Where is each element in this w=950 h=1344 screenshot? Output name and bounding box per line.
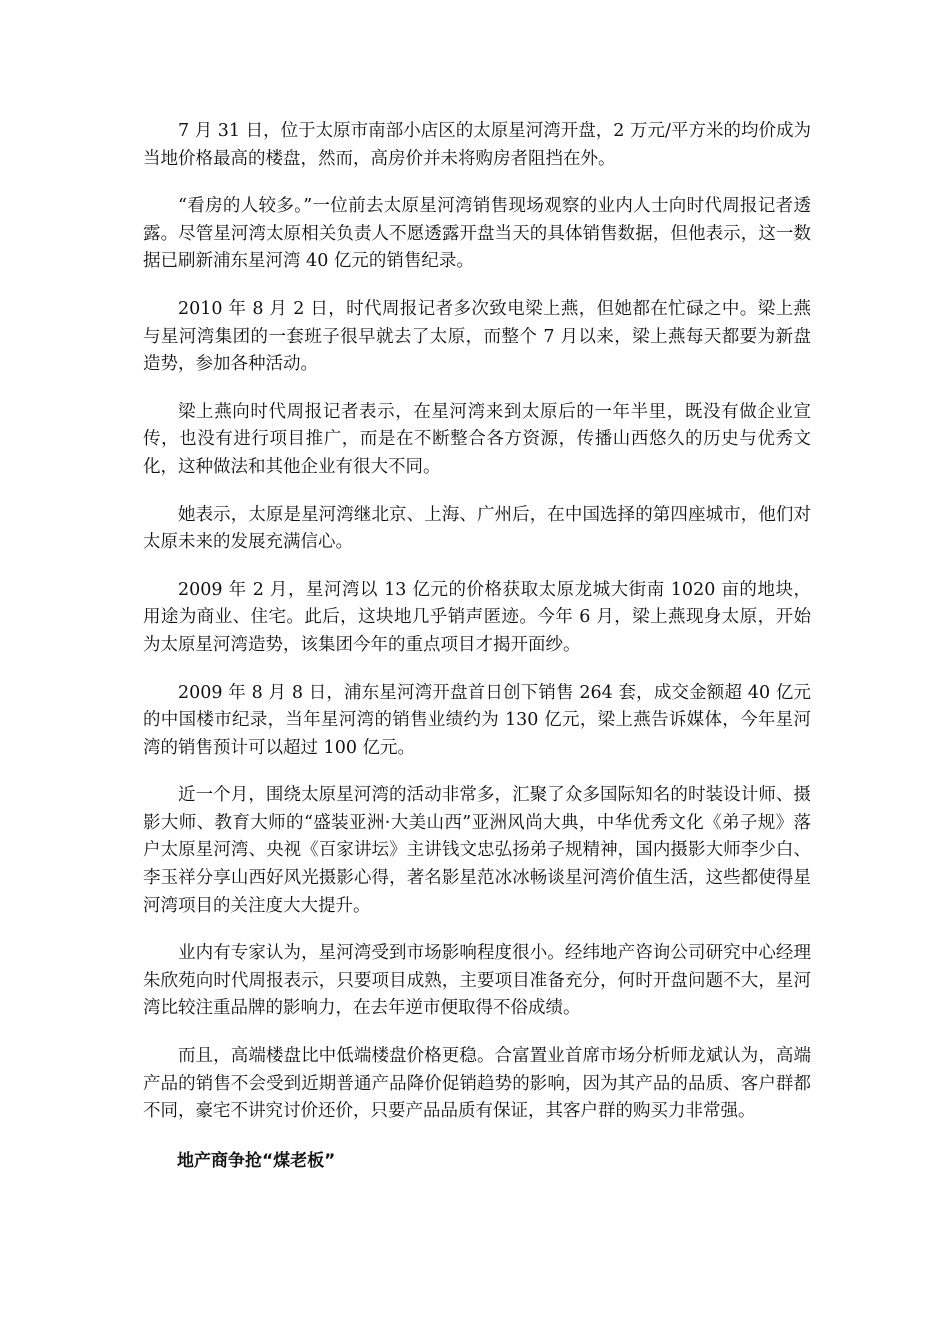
paragraph: 她表示，太原是星河湾继北京、上海、广州后，在中国选择的第四座城市，他们对太原未来的发展充满信心。 [143,504,811,553]
paragraph: 近一个月，围绕太原星河湾的活动非常多，汇聚了众多国际知名的时装设计师、摄影大师、教育大师的“盛装亚洲·大美山西”亚洲风尚大典，中华优秀文化《弟子规》落户太原星河湾、央视《百家讲坛》主讲钱文忠弘扬弟子规精神，国内摄影大师李少白、李玉祥分享山西好风光摄影心得，著名影星范冰冰畅谈星河湾价值生活，这些都使得星河湾项目的关注度大大提升。 [143,785,811,916]
article-body [143,118,811,1175]
paragraph: 2010 年 8 月 2 日，时代周报记者多次致电梁上燕，但她都在忙碌之中。梁上燕与星河湾集团的一套班子很早就去了太原，而整个 7 月以来，梁上燕每天都要为新盘造势，参加各种活动。 [143,298,811,375]
paragraph: “看房的人较多。”一位前去太原星河湾销售现场观察的业内人士向时代周报记者透露。尽管星河湾太原相关负责人不愿透露开盘当天的具体销售数据，但他表示，这一数据已刷新浦东星河湾 40 亿元的销售纪录。 [143,196,811,272]
paragraph: 梁上燕向时代周报记者表示，在星河湾来到太原后的一年半里，既没有做企业宣传，也没有进行项目推广，而是在不断整合各方资源，传播山西悠久的历史与优秀文化，这种做法和其他企业有很大不同。 [143,401,811,477]
paragraph: 而且，高端楼盘比中低端楼盘价格更稳。合富置业首席市场分析师龙斌认为，高端产品的销售不会受到近期普通产品降价促销趋势的影响，因为其产品的品质、客户群都不同，豪宅不讲究讨价还价，只要产品品质有保证，其客户群的购买力非常强。 [143,1046,811,1122]
paragraph: 2009 年 8 月 8 日，浦东星河湾开盘首日创下销售 264 套，成交金额超 40 亿元的中国楼市纪录，当年星河湾的销售业绩约为 130 亿元，梁上燕告诉媒体，今年星河湾的销售预计可以超过 100 亿元。 [143,682,811,758]
paragraph: 业内有专家认为，星河湾受到市场影响程度很小。经纬地产咨询公司研究中心经理朱欣苑向时代周报表示，只要项目成熟，主要项目准备充分，何时开盘问题不大，星河湾比较注重品牌的影响力，在去年逆市便取得不俗成绩。 [143,943,811,1019]
paragraph: 2009 年 2 月，星河湾以 13 亿元的价格获取太原龙城大街南 1020 亩的地块，用途为商业、住宅。此后，这块地几乎销声匿迹。今年 6 月，梁上燕现身太原，开始为太原星河湾造势，该集团今年的重点项目才揭开面纱。 [143,579,811,655]
section-heading: 地产商争抢“煤老板” [177,1150,336,1171]
paragraph: 7 月 31 日，位于太原市南部小店区的太原星河湾开盘，2 万元/平方米的均价成为当地价格最高的楼盘，然而，高房价并未将购房者阻挡在外。 [143,121,811,169]
